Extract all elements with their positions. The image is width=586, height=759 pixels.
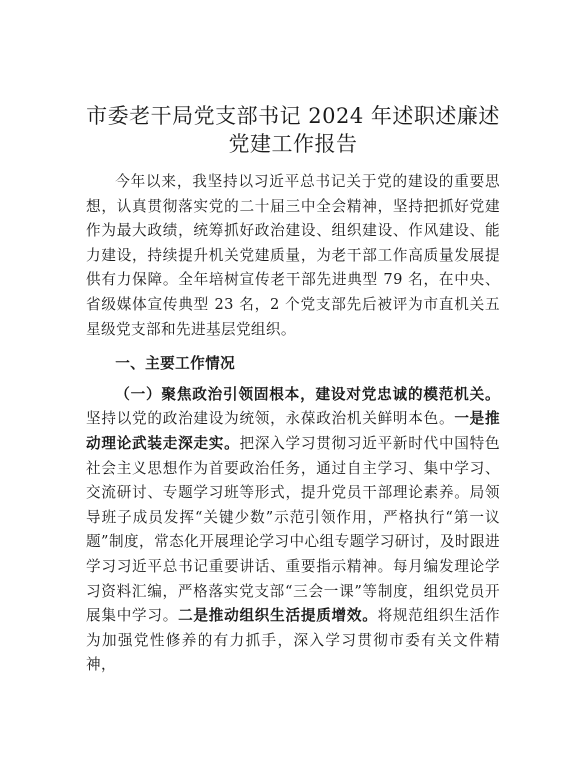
point-two-lead: 二是推动组织生活提质增效。	[178, 607, 378, 625]
subsection-body: 坚持以党的政治建设为统领，永葆政治机关鲜明本色。	[86, 410, 455, 428]
point-two-body: 将规范组织生活作为加强党性修养的有力抓手，深入学习贯彻市委有关文件精神，	[86, 607, 500, 674]
intro-paragraph: 今年以来，我坚持以习近平总书记关于党的建设的重要思想，认真贯彻落实党的二十届三中全会精神，坚持把抓好党建作为最大政绩，统筹抓好政治建设、组织建设、作风建设、能力建设，持续提升机关党建质量，为老干部工作高质量发展提供有力保障。全年培树宣传老干部先进典型 79 名，在中央、省级媒体宣传典型 23 名，2 个党支部先后被评为市直机关五星级党支部和先进基层党组织。	[86, 173, 500, 338]
subsection-paragraph	[86, 383, 500, 678]
section-heading: 一、主要工作情况	[115, 355, 236, 373]
point-one-lead: 一是推动理论武装走深走实。	[86, 410, 500, 452]
subsection-lead: （一）聚焦政治引领固根本，建设对党忠诚的模范机关。	[115, 385, 500, 403]
point-one-body: 把深入学习贯彻习近平新时代中国特色社会主义思想作为首要政治任务，通过自主学习、集中学习、交流研讨、专题学习班等形式，提升党员干部理论素养。局领导班子成员发挥“关键少数”示范引领作用，严格执行“第一议题”制度，常态化开展理论学习中心组专题学习研讨，及时跟进学习习近平总书记重要讲话、重要指示精神。每月编发理论学习资料汇编，严格落实党支部“三会一课”等制度，组织党员开展集中学习。	[86, 434, 500, 625]
document-title: 市委老干局党支部书记 2024 年述职述廉述党建工作报告	[86, 104, 500, 156]
